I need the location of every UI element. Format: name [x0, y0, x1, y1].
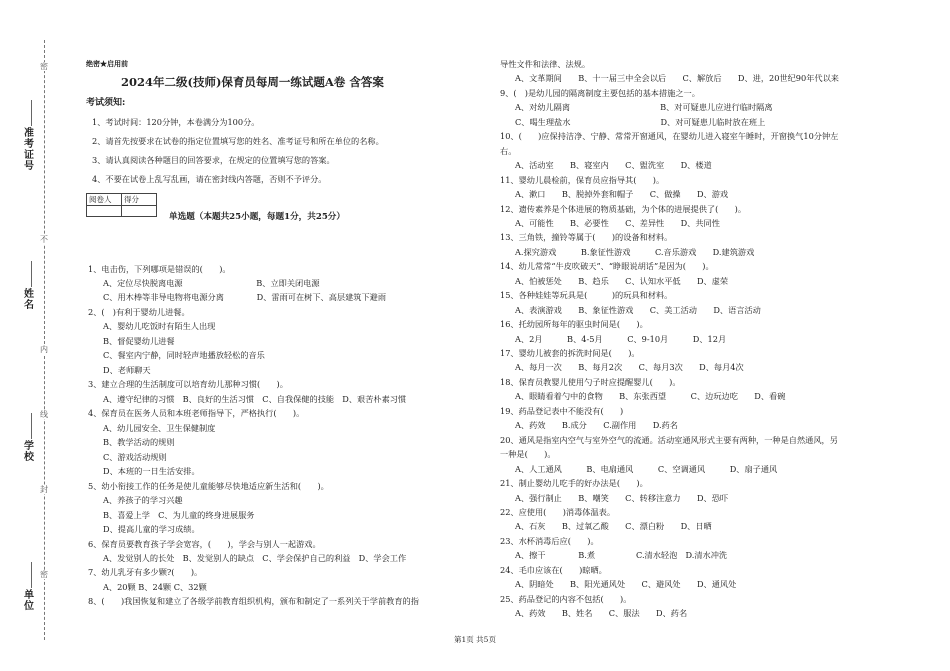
- reviewer-blank[interactable]: [87, 206, 122, 217]
- notice-1: 1、考试时间：120分钟，本卷满分为100分。: [92, 117, 260, 127]
- question-stem: 19、药品登记表中不能没有( ): [500, 405, 624, 416]
- answer-option: A、强行制止 B、嘲笑 C、转移注意力 D、恐吓: [515, 492, 729, 503]
- question-stem: 20、通风是指室内空气与室外空气的流通。活动室通风形式主要有两种，一种是自然通风，另: [500, 434, 838, 445]
- question-stem: 6、保育员要教育孩子学会宽容，( )，学会与别人一起游戏。: [88, 539, 321, 549]
- question-stem: 9、( )是幼儿园的隔离制度主要包括的基本措施之一。: [500, 87, 700, 98]
- notice-heading: 考试须知:: [86, 98, 126, 108]
- answer-option: C、喝生理盐水 D、对可疑患儿临时放在班上: [515, 116, 766, 127]
- secret-mark: 绝密★启用前: [86, 59, 128, 68]
- question-stem: 16、托幼园所每年的驱虫时间是( )。: [500, 319, 648, 330]
- answer-option: A、养孩子的学习兴趣: [103, 495, 183, 505]
- answer-option: A、幼儿园安全、卫生保健制度: [103, 423, 216, 433]
- answer-option: A、定位尽快脱离电源 B、立即关闭电源: [103, 278, 320, 288]
- question-stem: 18、保育员教婴儿使用勺子时应提醒婴儿( )。: [500, 376, 681, 387]
- answer-option: B、教学活动的规则: [103, 437, 175, 447]
- notice-3: 3、请认真阅读各种题目的回答要求，在规定的位置填写您的答案。: [92, 155, 335, 165]
- notice-4: 4、不要在试卷上乱写乱画，请在密封线内答题，否则不予评分。: [92, 174, 327, 184]
- answer-option: C、游戏活动规则: [103, 452, 167, 462]
- question-stem: 8、( )我国恢复和建立了各级学前教育组织机构，颁布和制定了一系列关于学前教育的指: [88, 596, 419, 606]
- question-stem: 22、应使用( )消毒体温表。: [500, 506, 616, 517]
- seal-char: 密: [40, 62, 48, 71]
- answer-option: A、眼睛看着勺中的食物 B、东张西望 C、边玩边吃 D、看碗: [515, 391, 786, 402]
- question-stem: 23、水杯消毒后应( )。: [500, 535, 599, 546]
- answer-option: A、发觉别人的长处 B、发觉别人的缺点 C、学会保护自己的利益 D、学会工作: [103, 553, 407, 563]
- answer-option: A、活动室 B、寝室内 C、盥洗室 D、楼道: [515, 160, 712, 171]
- question-stem: 12、遗传素养是个体进展的物质基础，为个体的进展提供了( )。: [500, 203, 747, 214]
- seal-line: [44, 40, 45, 640]
- question-stem: 4、保育员在医务人员和本班老师指导下，严格执行( )。: [88, 408, 305, 418]
- score-table: [86, 193, 157, 217]
- score-blank[interactable]: [122, 206, 157, 217]
- reviewer-cell: 阅卷人: [87, 194, 122, 206]
- binding-fill-line[interactable]: [31, 100, 32, 126]
- answer-option: A、遵守纪律的习惯 B、良好的生活习惯 C、自我保健的技能 D、艰苦朴素习惯: [103, 394, 407, 404]
- question-stem: 14、幼儿常常“牛皮吹破天”、“睁眼说胡话”是因为( )。: [500, 261, 714, 272]
- question-stem: 13、三角铁，撞铃等属于( )的设备和材料。: [500, 232, 673, 243]
- binding-fill-line[interactable]: [31, 413, 32, 439]
- answer-option: A、漱口 B、脱掉外套和帽子 C、做操 D、游戏: [515, 189, 729, 200]
- page-footer: 第1页 共5页: [454, 635, 496, 644]
- seal-char: 封: [40, 485, 48, 494]
- seal-char: 不: [40, 235, 48, 244]
- answer-option: B、喜爱上学 C、为儿童的终身进展服务: [103, 510, 255, 520]
- answer-option: A、阴暗处 B、阳光通风处 C、避风处 D、通风处: [515, 579, 737, 590]
- question-stem: 24、毛巾应该在( )晾晒。: [500, 564, 607, 575]
- question-stem: 21、制止婴幼儿吃手的好办法是( )。: [500, 478, 648, 489]
- question-stem: 5、幼小衔接工作的任务是使儿童能够尽快地适应新生活和( )。: [88, 481, 329, 491]
- page-title: 2024年二级(技师)保育员每周一练试题A卷 含答案: [121, 75, 384, 89]
- answer-option: A、对幼儿隔离 B、对可疑患儿应进行临时隔离: [515, 102, 773, 113]
- answer-option: A、20颗 B、24颗 C、32颗: [103, 582, 207, 592]
- question-stem: 10、( )应保持洁净、宁静、常常开窗通风，在婴幼儿进入寝室午睡时，开窗换气10分钟左: [500, 131, 839, 142]
- answer-option: D、老师聊天: [103, 365, 151, 375]
- answer-option: A、药效 B、姓名 C、服法 D、药名: [515, 608, 688, 619]
- answer-option: C、用木棒等非导电物将电源分离 D、雷雨可在树下、高层建筑下避雨: [103, 292, 387, 302]
- binding-margin: [0, 0, 62, 671]
- seal-char: 密: [40, 570, 48, 579]
- question-stem: 15、各种娃娃等玩具是( )的玩具和材料。: [500, 290, 673, 301]
- question-stem: 17、婴幼儿被套的拆洗时间是( )。: [500, 348, 640, 358]
- answer-option: A、药效 B.成分 C.副作用 D.药名: [515, 420, 678, 431]
- answer-option: A、可能性 B、必要性 C、差异性 D、共同性: [515, 217, 720, 228]
- answer-option: A、2月 B、4-5月 C、9-10月 D、12月: [515, 333, 727, 344]
- answer-option: A、石灰 B、过氧乙酸 C、漂白粉 D、日晒: [515, 521, 712, 532]
- question-stem: 右。: [500, 145, 517, 156]
- question-stem: 导性文件和法律、法规。: [500, 59, 591, 69]
- answer-option: C、餐室内宁静，同时轻声地播放轻松的音乐: [103, 350, 265, 360]
- binding-fill-line[interactable]: [31, 261, 32, 287]
- answer-option: A、婴幼儿吃饭时有陌生人出现: [103, 321, 216, 331]
- answer-option: A、文革期间 B、十一届三中全会以后 C、解放后 D、进，20世纪90年代以来: [515, 73, 839, 84]
- seal-char: 线: [40, 410, 48, 419]
- answer-option: A、怕被惩处 B、趋乐 C、认知水平低 D、虚荣: [515, 275, 729, 286]
- section-title: 单选题（本题共25小题，每题1分，共25分）: [169, 212, 345, 222]
- answer-option: A、表演游戏 B、象征性游戏 C、美工活动 D、语言活动: [515, 304, 761, 315]
- answer-option: D、提高儿童的学习成绩。: [103, 524, 200, 534]
- binding-label: 学校: [24, 441, 34, 463]
- question-stem: 7、幼儿乳牙有多少颗?( )。: [88, 567, 203, 577]
- question-stem: 1、电击伤，下列哪项是错误的( )。: [88, 264, 231, 274]
- score-cell: 得分: [122, 194, 157, 206]
- answer-option: A、擦干 B.煮 C.清水轻泡 D.清水冲洗: [515, 550, 728, 561]
- question-stem: 11、婴幼儿晨检前，保育员应指导其( )。: [500, 174, 665, 185]
- seal-char: 内: [40, 345, 48, 354]
- question-stem: 3、建立合理的生活制度可以培育幼儿那种习惯( )。: [88, 379, 288, 389]
- notice-2: 2、请首先按要求在试卷的指定位置填写您的姓名、准考证号和所在单位的名称。: [92, 136, 384, 146]
- binding-label: 单位: [24, 590, 34, 612]
- answer-option: B、督促婴幼儿进餐: [103, 336, 175, 346]
- answer-option: A、每月一次 B、每月2次 C、每月3次 D、每月4次: [515, 362, 744, 373]
- binding-label: 姓名: [24, 289, 34, 311]
- question-stem: 2、( )有利于婴幼儿进餐。: [88, 307, 190, 317]
- binding-fill-line[interactable]: [31, 562, 32, 588]
- question-stem: 一种是( )。: [500, 449, 556, 460]
- answer-option: A、人工通风 B、电扇通风 C、空调通风 D、扇子通风: [515, 463, 778, 474]
- answer-option: D、本班的一日生活安排。: [103, 466, 200, 476]
- answer-option: A.探究游戏 B.象征性游戏 C.音乐游戏 D.建筑游戏: [515, 246, 755, 257]
- question-stem: 25、药品登记的内容不包括( )。: [500, 593, 632, 604]
- binding-label: 准考证号: [24, 128, 34, 172]
